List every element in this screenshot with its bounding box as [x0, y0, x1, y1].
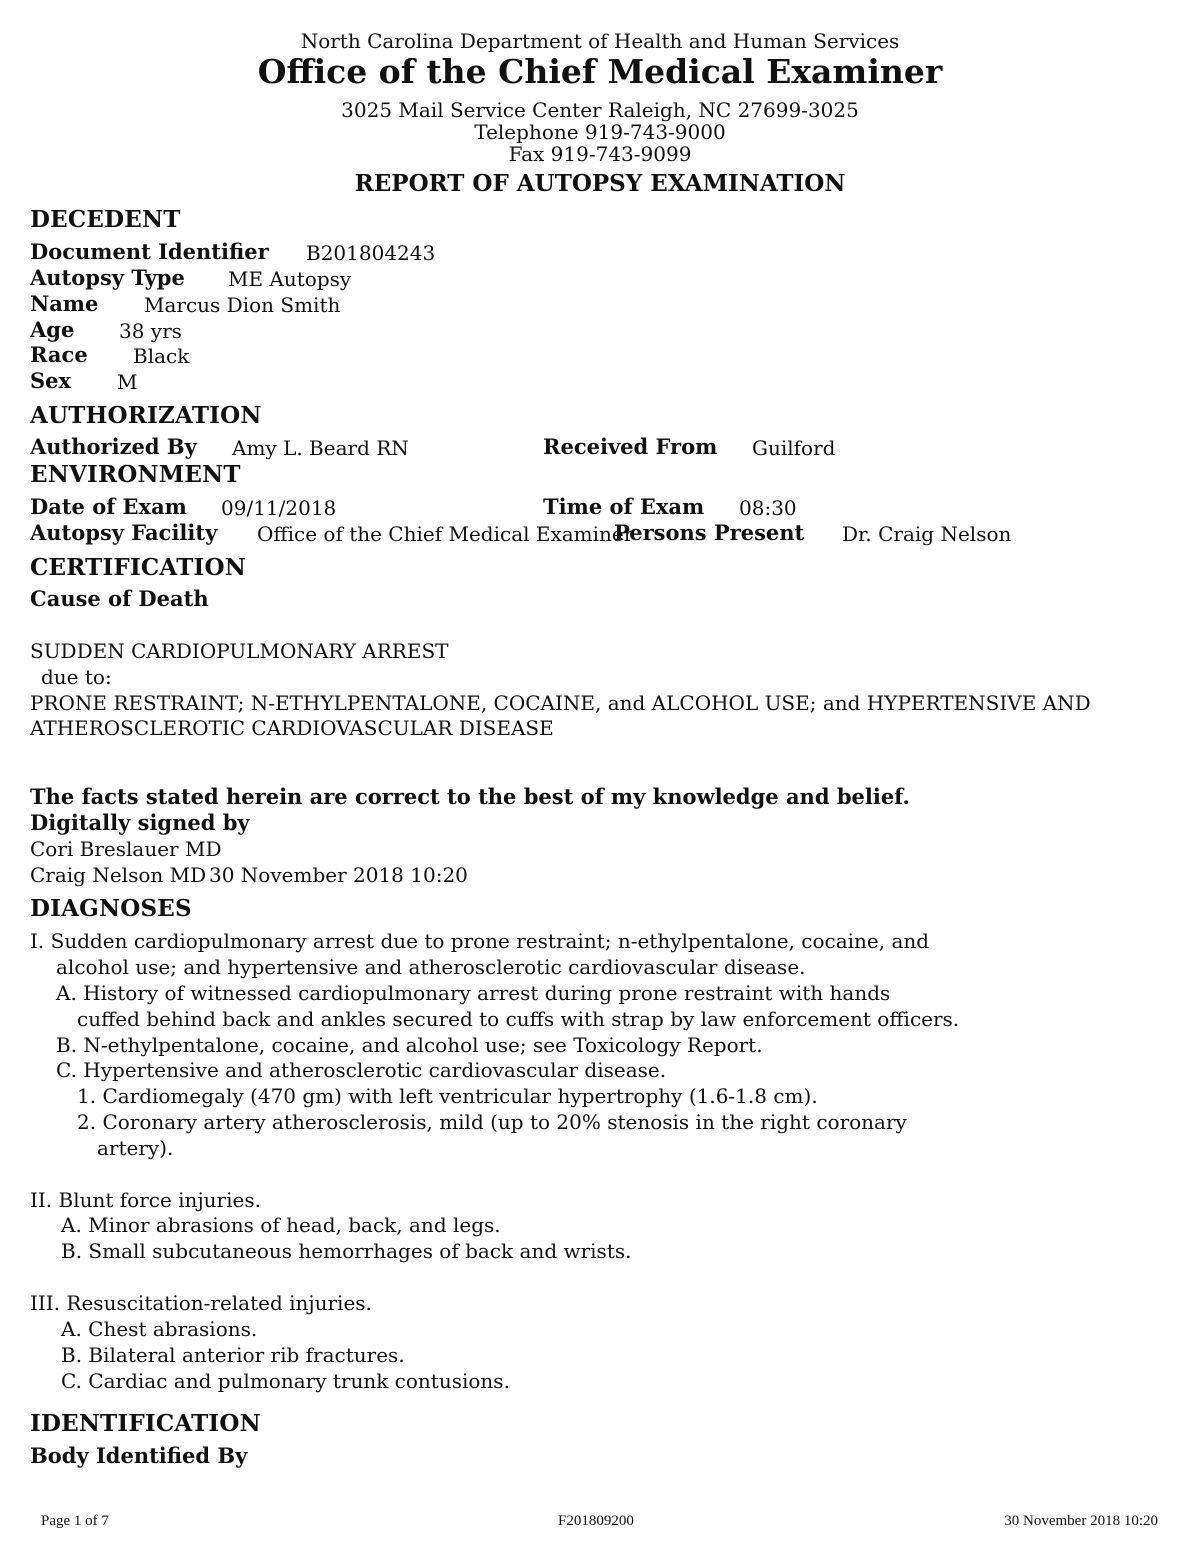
diagnosis-line: 1. Cardiomegaly (470 gm) with left ventricular hypertrophy (1.6-1.8 cm).: [77, 1084, 818, 1108]
autopsy-facility-value: Office of the Chief Medical Examiner: [257, 522, 634, 546]
office-fax: Fax 919-743-9099: [508, 142, 692, 166]
persons-present-label: Persons Present: [614, 520, 805, 545]
diagnosis-line: B. N-ethylpentalone, cocaine, and alcohol use; see Toxicology Report.: [56, 1033, 763, 1057]
signer-1: Cori Breslauer MD: [30, 837, 222, 861]
date-of-exam-label: Date of Exam: [30, 494, 187, 519]
name-value: Marcus Dion Smith: [144, 293, 341, 317]
authorized-by-value: Amy L. Beard RN: [232, 436, 409, 460]
document-identifier-label: Document Identifier: [30, 239, 269, 264]
office-telephone: Telephone 919-743-9000: [474, 120, 726, 144]
diagnosis-line: alcohol use; and hypertensive and atherosclerotic cardiovascular disease.: [56, 955, 806, 979]
form-identifier: F201809200: [558, 1513, 634, 1529]
diagnosis-line: B. Small subcutaneous hemorrhages of back and wrists.: [61, 1239, 632, 1263]
diagnosis-line: I. Sudden cardiopulmonary arrest due to prone restraint; n-ethylpentalone, cocaine, and: [30, 929, 930, 953]
diagnosis-line: II. Blunt force injuries.: [30, 1188, 261, 1212]
sex-label: Sex: [30, 368, 72, 393]
cause-line-3: ATHEROSCLEROTIC CARDIOVASCULAR DISEASE: [30, 716, 554, 740]
received-from-label: Received From: [543, 434, 718, 459]
diagnosis-line: A. Minor abrasions of head, back, and legs.: [61, 1213, 501, 1237]
autopsy-type-value: ME Autopsy: [228, 267, 352, 291]
race-label: Race: [30, 342, 88, 367]
diagnosis-line: III. Resuscitation-related injuries.: [30, 1291, 372, 1315]
age-label: Age: [30, 317, 75, 342]
diagnosis-line: C. Cardiac and pulmonary trunk contusions.: [61, 1369, 510, 1393]
report-title: REPORT OF AUTOPSY EXAMINATION: [354, 170, 846, 197]
environment-heading: ENVIRONMENT: [30, 461, 241, 488]
time-of-exam-label: Time of Exam: [543, 494, 705, 519]
digitally-signed-label: Digitally signed by: [30, 810, 250, 835]
authorization-heading: AUTHORIZATION: [30, 402, 262, 429]
diagnosis-line: cuffed behind back and ankles secured to cuffs with strap by law enforcement officers.: [77, 1007, 960, 1031]
date-of-exam-value: 09/11/2018: [221, 496, 337, 520]
authorized-by-label: Authorized By: [30, 434, 197, 459]
identification-heading: IDENTIFICATION: [30, 1410, 261, 1437]
department-name: North Carolina Department of Health and Human Services: [300, 29, 900, 53]
name-label: Name: [30, 291, 99, 316]
diagnosis-line: B. Bilateral anterior rib fractures.: [61, 1343, 405, 1367]
document-identifier-value: B201804243: [306, 241, 436, 265]
certification-heading: CERTIFICATION: [30, 554, 246, 581]
persons-present-value: Dr. Craig Nelson: [842, 522, 1012, 546]
autopsy-type-label: Autopsy Type: [30, 265, 185, 290]
race-value: Black: [133, 344, 190, 368]
decedent-heading: DECEDENT: [30, 206, 181, 233]
diagnosis-line: artery).: [97, 1136, 174, 1160]
autopsy-facility-label: Autopsy Facility: [30, 520, 218, 545]
body-identified-by-label: Body Identified By: [30, 1443, 248, 1468]
diagnosis-line: A. History of witnessed cardiopulmonary arrest during prone restraint with hands: [56, 981, 891, 1005]
cause-line-2: PRONE RESTRAINT; N-ETHYLPENTALONE, COCAINE, and ALCOHOL USE; and HYPERTENSIVE AND: [30, 691, 1091, 715]
page-number: Page 1 of 7: [41, 1513, 109, 1529]
sex-value: M: [117, 370, 138, 394]
attestation-statement: The facts stated herein are correct to the best of my knowledge and belief.: [30, 784, 910, 809]
age-value: 38 yrs: [119, 319, 182, 343]
cause-of-death-label: Cause of Death: [30, 586, 209, 611]
signer-2: Craig Nelson MD: [30, 863, 207, 887]
cause-due-to: due to:: [41, 665, 112, 689]
signed-date: 30 November 2018 10:20: [209, 863, 468, 887]
received-from-value: Guilford: [752, 436, 836, 460]
diagnosis-line: 2. Coronary artery atherosclerosis, mild (up to 20% stenosis in the right coronary: [77, 1110, 907, 1134]
office-title: Office of the Chief Medical Examiner: [257, 52, 943, 91]
diagnosis-line: A. Chest abrasions.: [61, 1317, 258, 1341]
office-address: 3025 Mail Service Center Raleigh, NC 27699-3025: [341, 98, 859, 122]
cause-line-1: SUDDEN CARDIOPULMONARY ARREST: [30, 639, 449, 663]
diagnosis-line: C. Hypertensive and atherosclerotic cardiovascular disease.: [56, 1058, 667, 1082]
time-of-exam-value: 08:30: [739, 496, 797, 520]
footer-timestamp: 30 November 2018 10:20: [1004, 1513, 1158, 1529]
diagnoses-heading: DIAGNOSES: [30, 895, 192, 922]
